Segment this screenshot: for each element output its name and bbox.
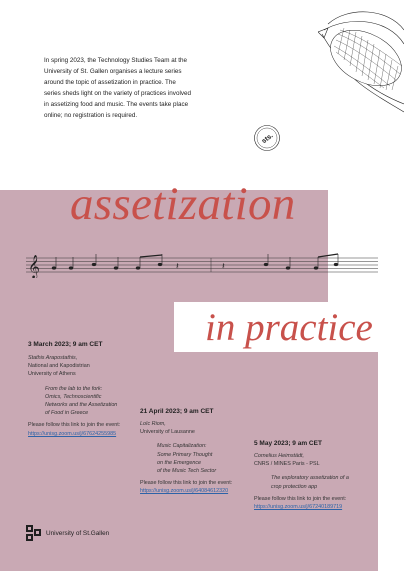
event-1 (28, 341, 148, 438)
event-talk-title: Music Capitalization: (157, 443, 207, 450)
event-affiliation: University of Athens (28, 371, 76, 378)
event-talk-title: From the lab to the fork: (45, 385, 103, 392)
sts-badge (254, 125, 280, 151)
corn-illustration (318, 4, 404, 124)
intro-line: in assetizing food and music. The events take place (44, 100, 189, 108)
title-assetization: assetization (70, 178, 296, 230)
intro-line: series sheds light on the variety of practices involved (44, 89, 192, 97)
event-affiliation: National and Kapodistrian (28, 363, 90, 370)
treble-clef-icon: 𝄞 (28, 254, 40, 278)
intro-paragraph (44, 56, 222, 121)
event-speaker: Cornelius Heimstädt, (254, 453, 305, 459)
event-follow-text: Please follow this link to join the event: (28, 422, 121, 429)
event-affiliation: CNRS / MINES Paris - PSL (254, 461, 320, 468)
event-speaker: Loïc Riom, (140, 421, 166, 427)
event-talk-title: The exploratory assetization of a (271, 475, 349, 482)
event-talk-title: Networks and the Assetization (45, 402, 118, 409)
event-talk-title: Omics, Technoscientific (45, 393, 102, 400)
event-talk-title: on the Emergence (157, 459, 202, 466)
university-logo-icon (26, 523, 42, 543)
event-follow-text: Please follow this link to join the event: (140, 480, 233, 487)
event-follow-text: Please follow this link to join the event: (254, 495, 347, 502)
event-zoom-link[interactable]: https://unisg.zoom.us/j/64084612320 (140, 488, 229, 495)
event-affiliation: University of Lausanne (140, 429, 195, 436)
intro-line: around the topic of assetization in practice. The (44, 78, 176, 86)
music-staff (26, 252, 378, 278)
sts-badge-text: sts. (260, 132, 275, 146)
event-date: 3 March 2023; 9 am CET (28, 341, 103, 348)
event-3 (254, 440, 372, 511)
university-name: University of St.Gallen (46, 530, 110, 537)
title-in-practice: in practice (205, 306, 373, 349)
event-zoom-link[interactable]: https://unisg.zoom.us/j/67624255985 (28, 430, 117, 437)
event-talk-title: crop protection app (271, 483, 318, 490)
intro-line: In spring 2023, the Technology Studies Team at the (44, 57, 187, 64)
event-talk-title: of the Music Tech Sector (157, 468, 217, 475)
intro-line: University of St. Gallen organises a lecture series (44, 67, 182, 75)
event-date: 5 May 2023; 9 am CET (254, 440, 322, 447)
intro-line: online; no registration is required. (44, 111, 138, 119)
event-zoom-link[interactable]: https://unisg.zoom.us/j/67240189719 (254, 504, 343, 511)
event-speaker: Stathis Arapostathis, (28, 355, 78, 361)
event-talk-title: Some Primary Thought (157, 451, 213, 458)
svg-text:𝄽: 𝄽 (176, 262, 179, 272)
event-talk-title: of Food in Greece (45, 410, 89, 417)
event-2 (140, 408, 260, 496)
svg-text:𝄽: 𝄽 (222, 262, 225, 272)
event-date: 21 April 2023; 9 am CET (140, 408, 214, 415)
